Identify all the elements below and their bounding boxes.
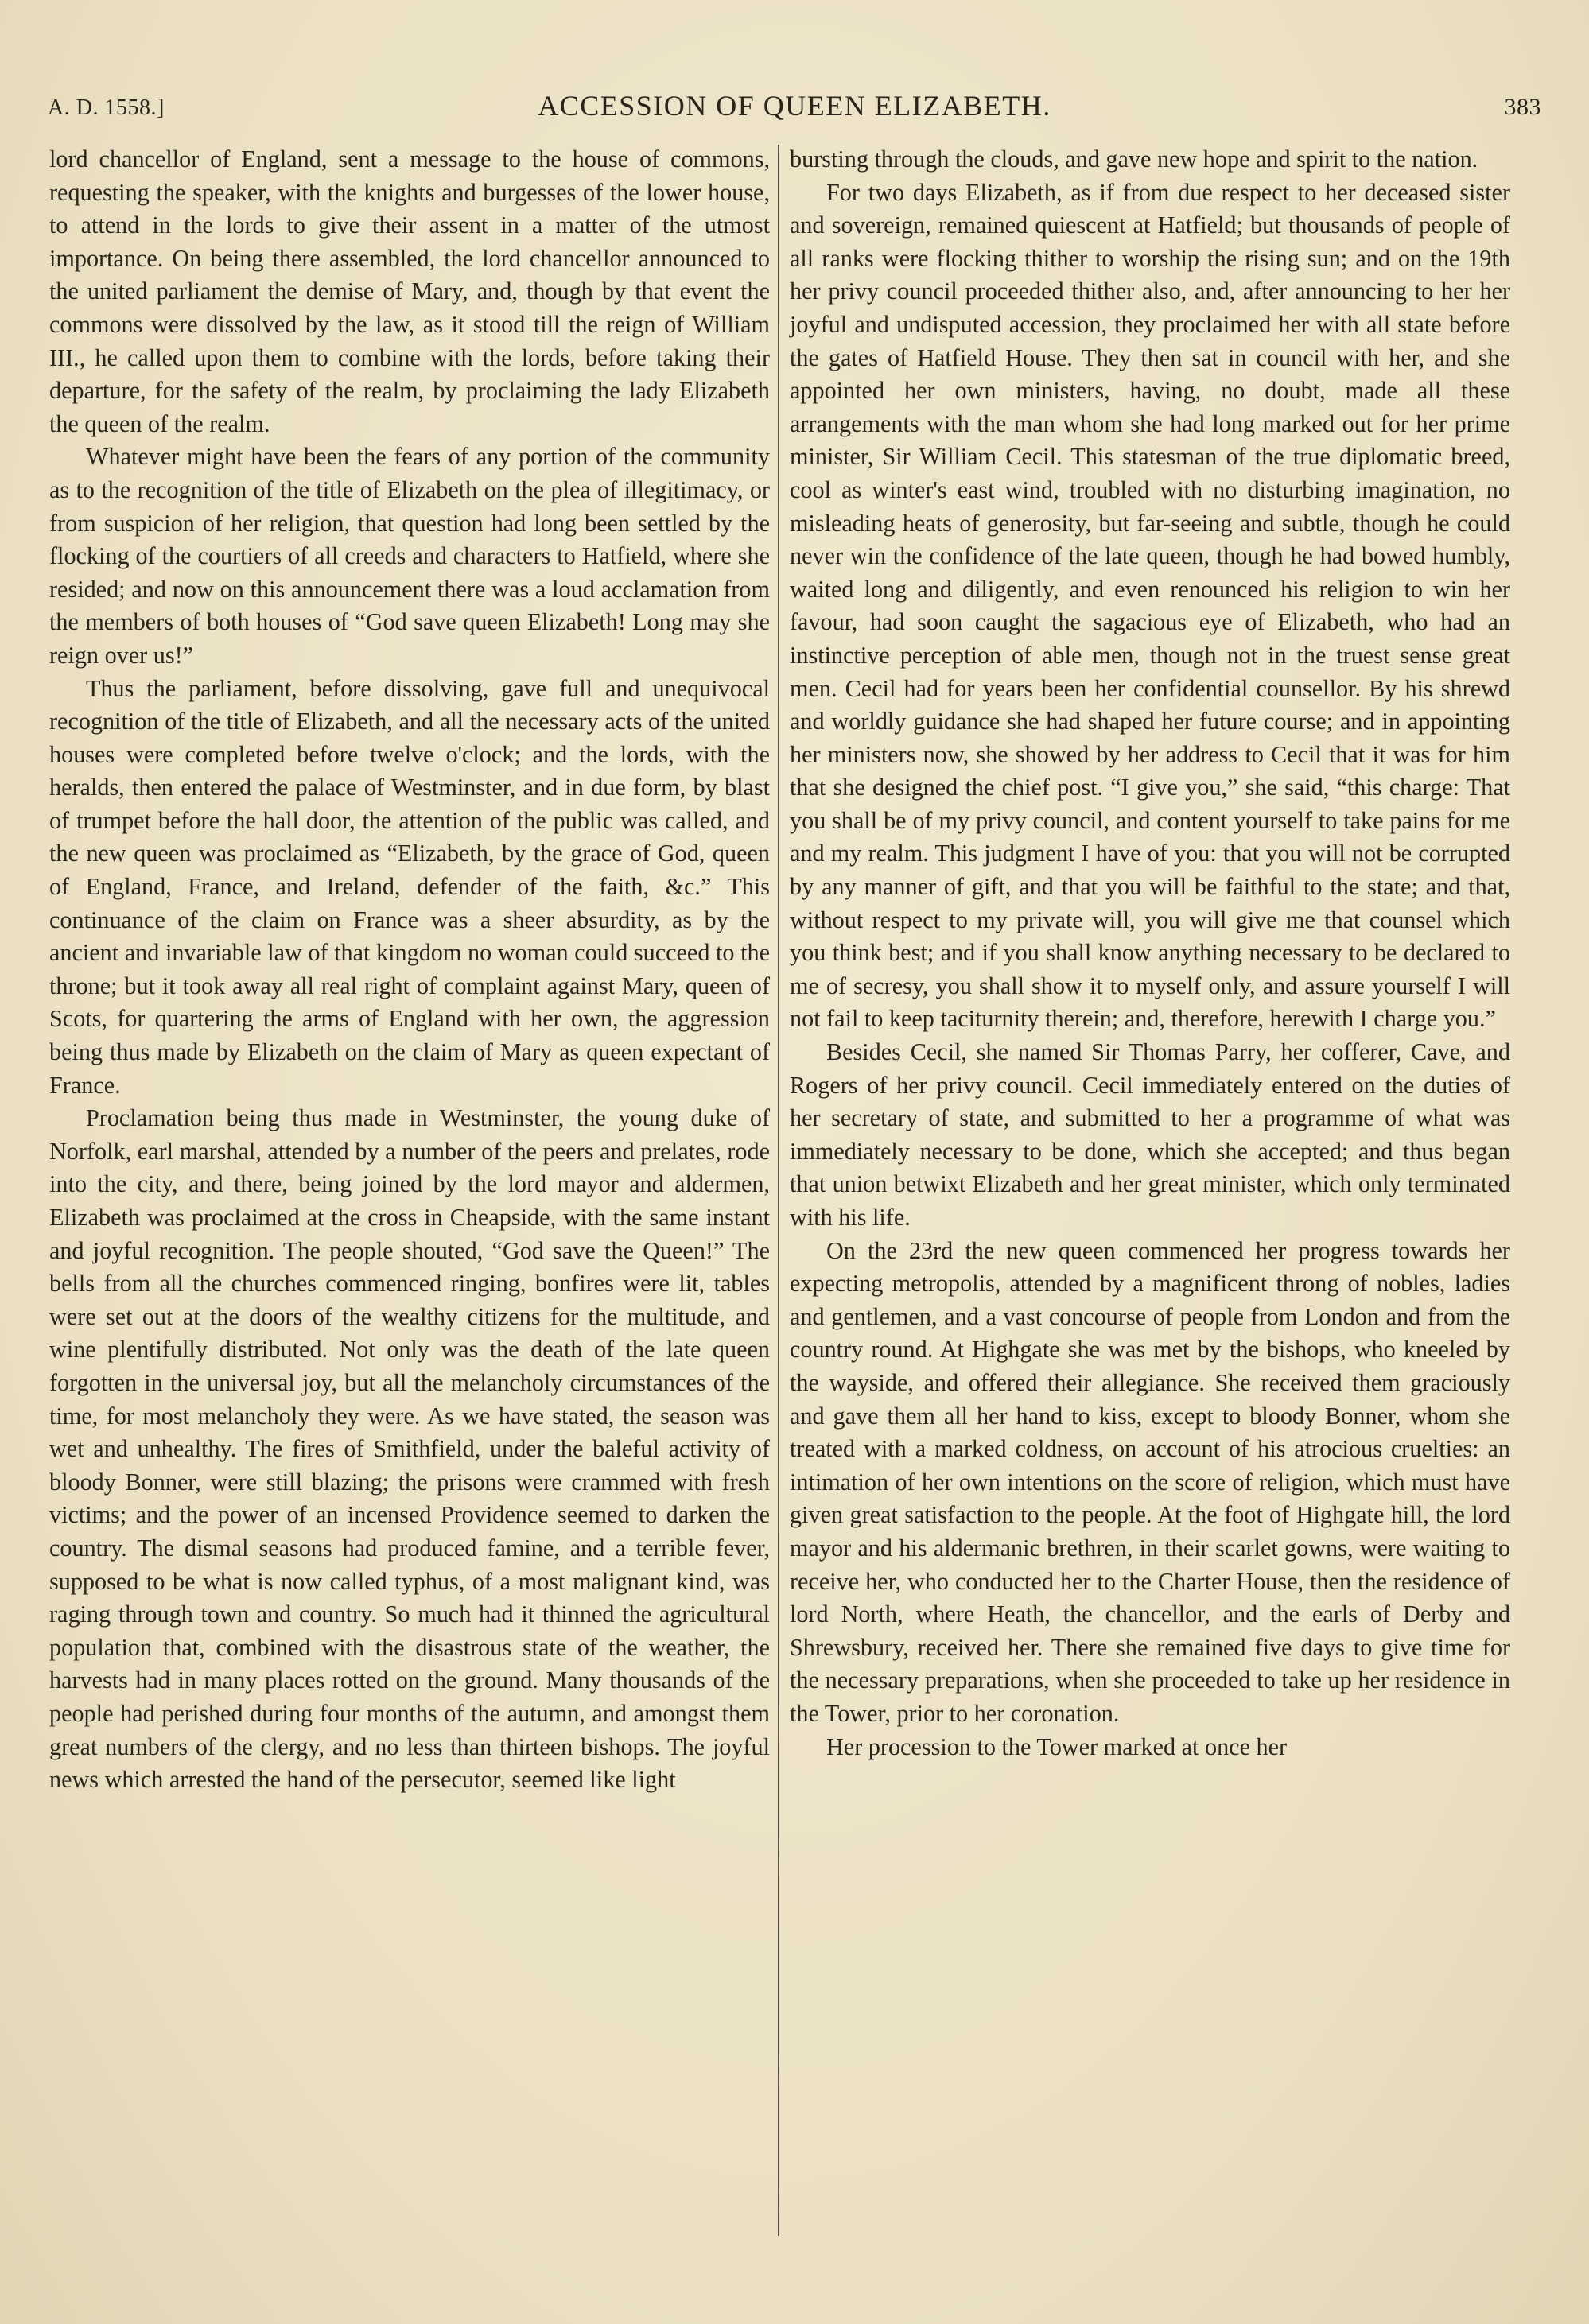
right-column [790,143,1510,1763]
column-divider [778,145,779,2236]
page-number: 383 [1504,94,1541,120]
paragraph: Besides Cecil, she named Sir Thomas Parry, her cofferer, Cave, and Rogers of her privy council. Cecil immediately entered on the duties of her secretary of state, and submitted to her a programme of what was immediately necessary to be done, which she accepted; and thus began that union betwixt Elizabeth and her great minister, which only terminated with his life. [790,1038,1510,1231]
running-header [48,87,1541,135]
paragraph: For two days Elizabeth, as if from due respect to her deceased sister and sovereign, remained quiescent at Hatfield; but thousands of people of all ranks were flocking thither to worship the rising sun; and on the 19th her privy council proceeded thither also, and, after announcing to her her joyful and undisputed accession, they proclaimed her with all state before the gates of Hatfield House. They then sat in council with her, and she appointed her own ministers, having, no doubt, made all these arrangements with the man whom she had long marked out for her prime minister, Sir William Cecil. This statesman of the true diplomatic breed, cool as winter's east wind, troubled with no disturbing imagination, no misleading heats of generosity, but far-seeing and subtle, though he could never win the confidence of the late queen, though he had bowed humbly, waited long and diligently, and even renounced his religion to win her favour, had soon caught the sagacious eye of Elizabeth, who had an instinctive perception of able men, though not in the truest sense great men. Cecil had for years been her confidential counsellor. By his shrewd and worldly guidance she had shaped her future course; and in appointing her ministers now, she showed by her address to Cecil that it was for him that she designed the chief post. “I give you,” she said, “this charge: That you shall be of my privy council, and content yourself to take pains for me and my realm. This judgment I have of you: that you will not be corrupted by any manner of gift, and that you will be faithful to the state; and that, without respect to my private will, you will give me that counsel which you think best; and if you shall know anything necessary to be declared to me of secresy, you shall show it to myself only, and assure yourself I will not fail to keep taciturnity therein; and, therefore, herewith I charge you.” [790,178,1510,1033]
paragraph: On the 23rd the new queen commenced her progress towards her expecting metropolis, attended by a magnificent throng of nobles, ladies and gentlemen, and a vast concourse of people from London and from the country round. At Highgate she was met by the bishops, who kneeled by the wayside, and offered their allegiance. She received them graciously and gave them all her hand to kiss, except to bloody Bonner, whom she treated with a marked coldness, on account of his atrocious cruelties: an intimation of her own intentions on the score of religion, which must have given great satisfaction to the people. At the foot of Highgate hill, the lord mayor and his aldermanic brethren, in their scarlet gowns, were waiting to receive her, who conducted her to the Charter House, then the residence of lord North, where Heath, the chancellor, and the earls of Derby and Shrewsbury, received her. There she remained five days to give time for the necessary preparations, when she proceeded to take up her residence in the Tower, prior to her coronation. [790,1236,1510,1727]
paragraph: Whatever might have been the fears of any portion of the community as to the recognition of the title of Elizabeth on the plea of illegitimacy, or from suspicion of her religion, that question had long been settled by the flocking of the courtiers of all creeds and characters to Hatfield, where she resided; and now on this announcement there was a loud acclamation from the members of both houses of “God save queen Elizabeth! Long may she reign over us!” [49,443,770,669]
page-title: ACCESSION OF QUEEN ELIZABETH. [538,90,1051,122]
paragraph: lord chancellor of England, sent a message to the house of commons, requesting the speaker, with the knights and burgesses of the lower house, to attend in the lords to give their assent in a matter of the utmost importance. On being there assembled, the lord chancellor announced to the united parliament the demise of Mary, and, though by that event the commons were dissolved by the law, as it stood till the reign of William III., he called upon them to combine with the lords, before taking their departure, for the safety of the realm, by proclaiming the lady Elizabeth the queen of the realm. [49,145,770,437]
paragraph: Her procession to the Tower marked at once her [826,1732,1288,1760]
paragraph: bursting through the clouds, and gave new hope and spirit to the nation. [790,145,1478,173]
paragraph: Thus the parliament, before dissolving, gave full and unequivocal recognition of the title of Elizabeth, and all the necessary acts of the united houses were completed before twelve o'clock; and the lords, with the heralds, then entered the palace of Westminster, and in due form, by blast of trumpet before the hall door, the attention of the public was called, and the new queen was proclaimed as “Elizabeth, by the grace of God, queen of England, France, and Ireland, defender of the faith, &c.” This continuance of the claim on France was a sheer absurdity, as by the ancient and invariable law of that kingdom no woman could succeed to the throne; but it took away all real right of complaint against Mary, queen of Scots, for quartering the arms of England with her own, the aggression being thus made by Elizabeth on the claim of Mary as queen expectant of France. [49,674,770,1099]
left-column [49,143,770,1797]
header-year: A. D. 1558.] [48,95,165,120]
paragraph: Proclamation being thus made in Westminster, the young duke of Norfolk, earl marshal, attended by a number of the peers and prelates, rode into the city, and there, being joined by the lord mayor and aldermen, Elizabeth was proclaimed at the cross in Cheapside, with the same instant and joyful recognition. The people shouted, “God save the Queen!” The bells from all the churches commenced ringing, bonfires were lit, tables were set out at the doors of the wealthy citizens for the multitude, and wine plentifully distributed. Not only was the death of the late queen forgotten in the universal joy, but all the melancholy circumstances of the time, for most melancholy they were. As we have stated, the season was wet and unhealthy. The fires of Smithfield, under the baleful activity of bloody Bonner, were still blazing; the prisons were crammed with fresh victims; and the power of an incensed Providence seemed to darken the country. The dismal seasons had produced famine, and a terrible fever, supposed to be what is now called typhus, of a most malignant kind, was raging through town and country. So much had it thinned the agricultural population that, combined with the disastrous state of the weather, the harvests had in many places rotted on the ground. Many thousands of the people had perished during four months of the autumn, and amongst them great numbers of the clergy, and no less than thirteen bishops. The joyful news which arrested the hand of the persecutor, seemed like light [49,1104,770,1794]
